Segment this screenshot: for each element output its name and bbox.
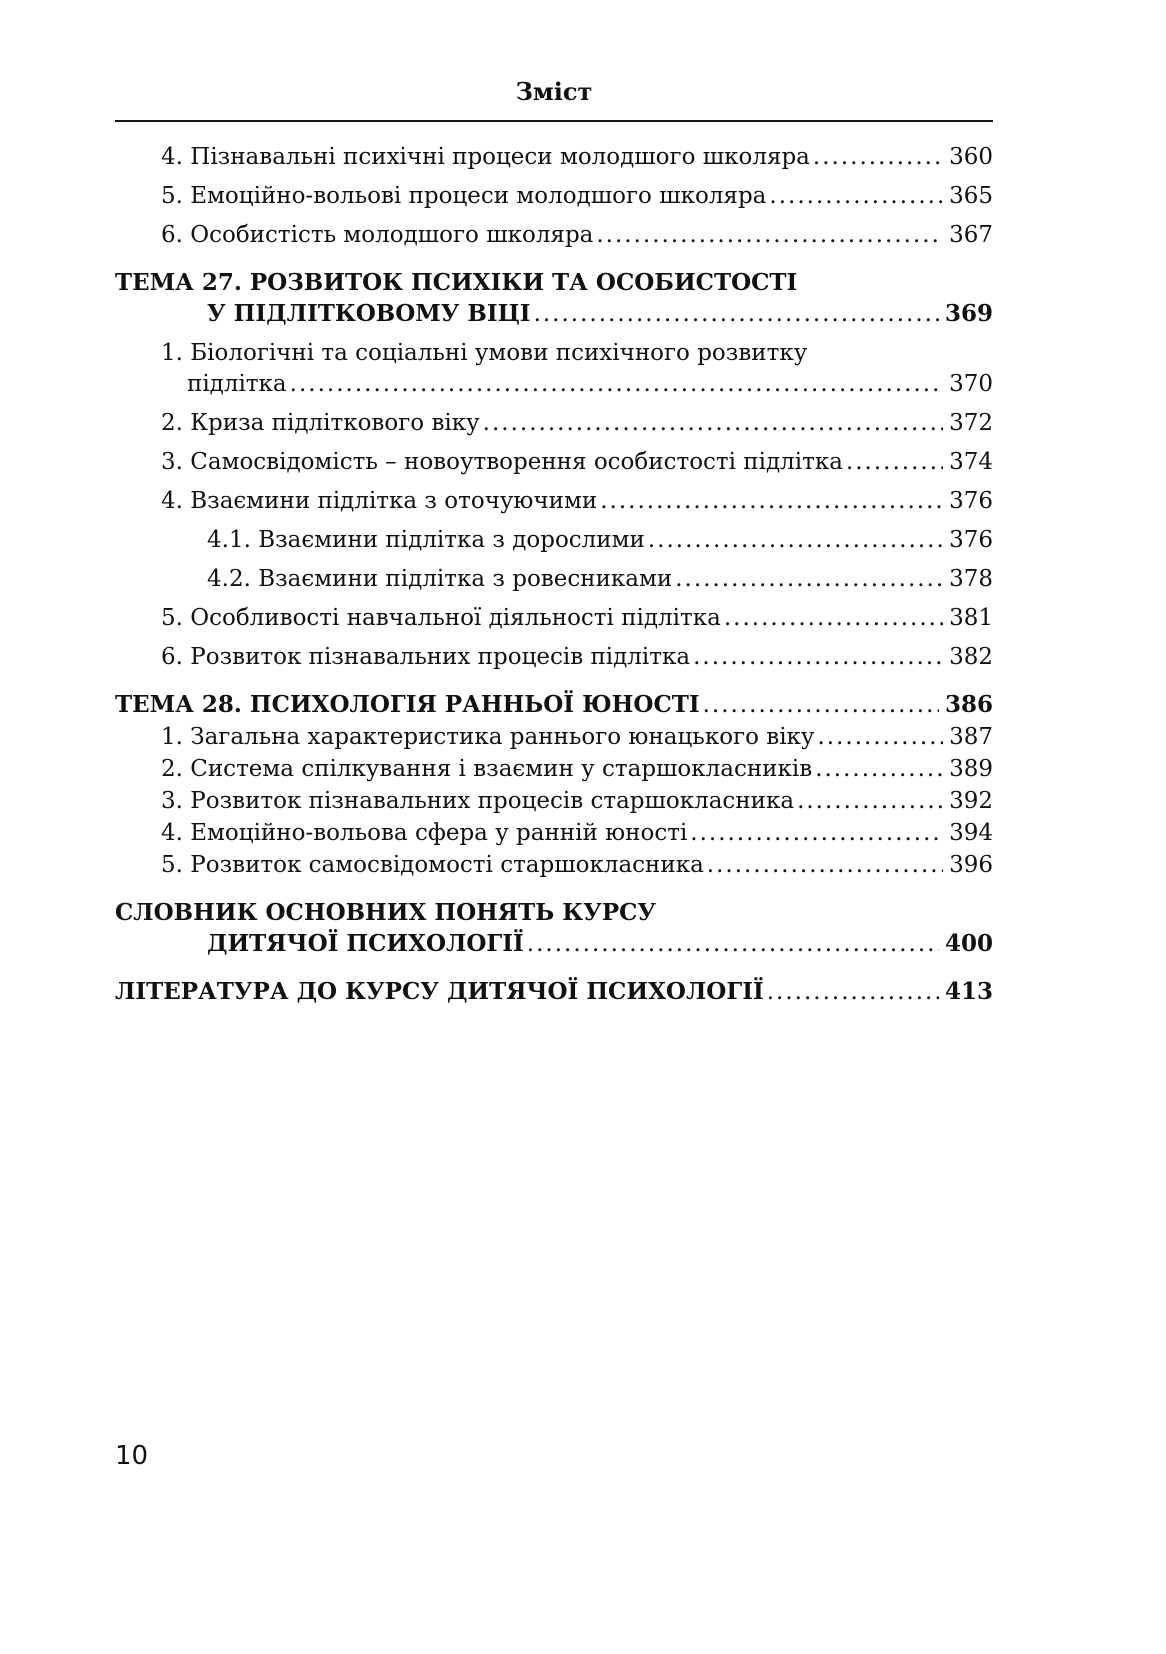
toc-line	[115, 408, 993, 439]
toc-entry-text: 5. Емоційно-вольові процеси молодшого школяра	[161, 183, 767, 209]
toc-entry	[115, 689, 993, 721]
toc-entry-text: 4. Пізнавальні психічні процеси молодшого школяра	[161, 144, 810, 170]
dot-leader	[815, 754, 943, 785]
toc-line	[115, 369, 993, 400]
toc-entry-text: 2. Система спілкування і взаємин у старшокласників	[161, 756, 813, 782]
toc-entry-text: 3. Самосвідомість – новоутворення особистості підлітка	[161, 449, 843, 475]
toc-entry-text: ТЕМА 28. ПСИХОЛОГІЯ РАННЬОЇ ЮНОСТІ	[115, 691, 700, 718]
toc-line	[115, 220, 993, 251]
toc-page-ref: 392	[949, 788, 993, 814]
toc-page	[115, 78, 993, 1016]
toc-entry	[115, 181, 993, 212]
toc-entry	[115, 486, 993, 517]
toc-line	[115, 754, 993, 785]
dot-leader	[527, 929, 939, 960]
dot-leader	[690, 818, 943, 849]
toc-entry-text: 6. Особистість молодшого школяра	[161, 222, 594, 248]
toc-entry	[115, 754, 993, 785]
toc-line	[115, 786, 993, 817]
toc-line	[115, 525, 993, 556]
dot-leader	[703, 690, 939, 721]
toc-page-ref: 367	[949, 222, 993, 248]
dot-leader	[846, 447, 943, 478]
toc-page-ref: 376	[949, 527, 993, 553]
dot-leader	[290, 369, 943, 400]
toc-line	[115, 928, 993, 960]
toc-line	[115, 267, 993, 298]
dot-leader	[817, 722, 943, 753]
dot-leader	[534, 299, 939, 330]
dot-leader	[675, 564, 943, 595]
toc-line	[115, 447, 993, 478]
toc-line	[115, 486, 993, 517]
toc-page-ref: 378	[949, 566, 993, 592]
toc-entry	[115, 408, 993, 439]
toc-entry	[115, 642, 993, 673]
toc-entry	[115, 976, 993, 1008]
toc-page-ref: 369	[944, 300, 993, 327]
page-title: Зміст	[515, 77, 593, 106]
toc-line	[115, 897, 993, 928]
toc-page-ref: 400	[944, 930, 993, 957]
toc-page-ref: 381	[949, 605, 993, 631]
dot-leader	[724, 603, 943, 634]
dot-leader	[600, 486, 943, 517]
toc-entry	[115, 220, 993, 251]
toc-line	[115, 722, 993, 753]
dot-leader	[813, 142, 943, 173]
toc-page-ref: 370	[949, 371, 993, 397]
toc-entry	[115, 722, 993, 753]
toc-entry-text: 3. Розвиток пізнавальних процесів старшокласника	[161, 788, 795, 814]
toc-line	[115, 564, 993, 595]
toc-page-ref: 372	[949, 410, 993, 436]
toc-entry-text: 4.1. Взаємини підлітка з дорослими	[207, 527, 645, 553]
header-rule	[115, 120, 993, 122]
dot-leader	[596, 220, 943, 251]
toc-entry-text: СЛОВНИК ОСНОВНИХ ПОНЯТЬ КУРСУ	[115, 899, 657, 926]
toc-entry-text: ТЕМА 27. РОЗВИТОК ПСИХІКИ ТА ОСОБИСТОСТІ	[115, 269, 798, 296]
dot-leader	[648, 525, 943, 556]
toc-entry	[115, 897, 993, 960]
toc-entry	[115, 267, 993, 330]
dot-leader	[769, 181, 943, 212]
toc-page-ref: 374	[949, 449, 993, 475]
toc-entry-text: У ПІДЛІТКОВОМУ ВІЦІ	[207, 300, 531, 327]
toc-entry-text: 5. Розвиток самосвідомості старшокласника	[161, 852, 704, 878]
toc-line	[115, 642, 993, 673]
toc-entry-text: 4. Емоційно-вольова сфера у ранній юності	[161, 820, 688, 846]
toc-entry	[115, 564, 993, 595]
toc-list	[115, 142, 993, 1008]
toc-page-ref: 386	[944, 691, 993, 718]
toc-page-ref: 360	[949, 144, 993, 170]
toc-entry	[115, 142, 993, 173]
toc-line	[115, 689, 993, 721]
dot-leader	[707, 850, 943, 881]
toc-entry-text: 6. Розвиток пізнавальних процесів підлітка	[161, 644, 691, 670]
toc-entry-text: ДИТЯЧОЇ ПСИХОЛОГІЇ	[207, 930, 524, 957]
toc-entry-text: підлітка	[187, 371, 287, 397]
toc-page-ref: 413	[944, 978, 993, 1005]
toc-line	[115, 142, 993, 173]
toc-entry	[115, 525, 993, 556]
toc-page-ref: 387	[949, 724, 993, 750]
toc-entry-text: 5. Особливості навчальної діяльності підлітка	[161, 605, 721, 631]
toc-entry	[115, 603, 993, 634]
toc-entry	[115, 447, 993, 478]
toc-page-ref: 389	[949, 756, 993, 782]
dot-leader	[483, 408, 943, 439]
toc-entry-text: 1. Біологічні та соціальні умови психічного розвитку	[161, 340, 808, 366]
toc-line	[115, 338, 993, 369]
toc-line	[115, 181, 993, 212]
toc-page-ref: 376	[949, 488, 993, 514]
toc-page-ref: 396	[949, 852, 993, 878]
toc-entry-text: 2. Криза підліткового віку	[161, 410, 480, 436]
toc-line	[115, 976, 993, 1008]
toc-page-ref: 382	[949, 644, 993, 670]
toc-entry-text: 4. Взаємини підлітка з оточуючими	[161, 488, 598, 514]
dot-leader	[797, 786, 943, 817]
toc-page-ref: 365	[949, 183, 993, 209]
toc-entry-text: ЛІТЕРАТУРА ДО КУРСУ ДИТЯЧОЇ ПСИХОЛОГІЇ	[115, 978, 764, 1005]
toc-entry	[115, 818, 993, 849]
page-number: 10	[115, 1441, 149, 1471]
toc-entry-text: 1. Загальна характеристика раннього юнацького віку	[161, 724, 815, 750]
toc-entry	[115, 338, 993, 400]
dot-leader	[693, 642, 943, 673]
toc-page-ref: 394	[949, 820, 993, 846]
toc-line	[115, 298, 993, 330]
toc-entry	[115, 786, 993, 817]
toc-entry	[115, 850, 993, 881]
toc-line	[115, 603, 993, 634]
toc-line	[115, 818, 993, 849]
toc-entry-text: 4.2. Взаємини підлітка з ровесниками	[207, 566, 673, 592]
dot-leader	[767, 977, 939, 1008]
toc-line	[115, 850, 993, 881]
